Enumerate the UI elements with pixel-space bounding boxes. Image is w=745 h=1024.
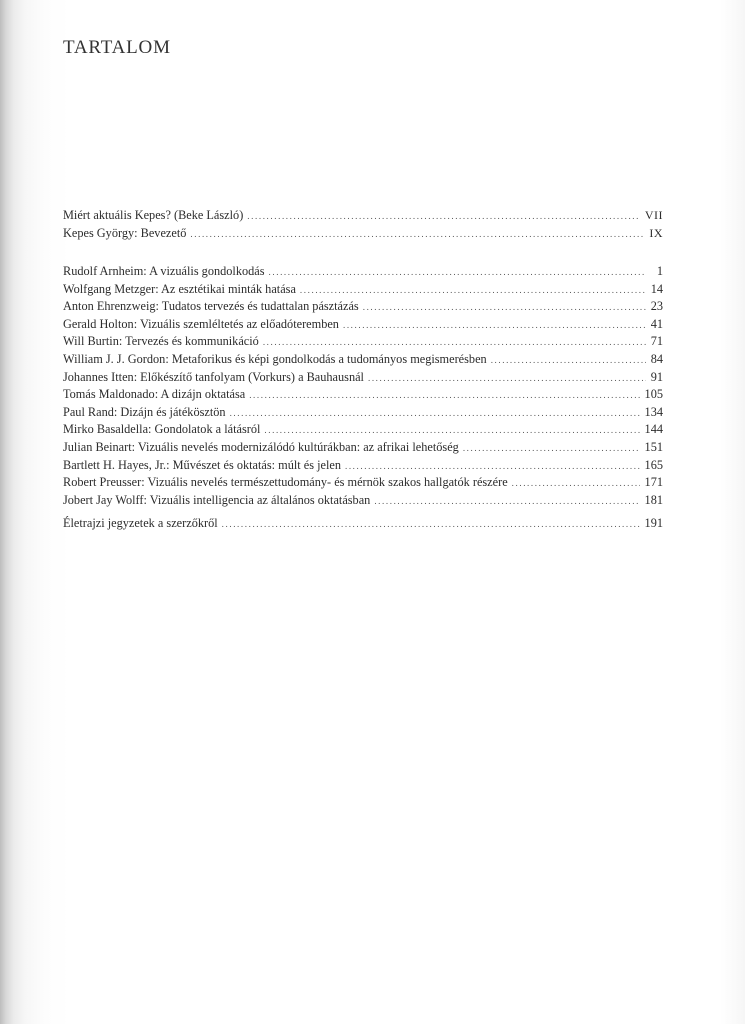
toc-front-matter bbox=[63, 207, 663, 242]
toc-entry-page: 84 bbox=[650, 351, 663, 366]
toc-entry-page: 14 bbox=[650, 281, 663, 296]
dot-leader bbox=[222, 516, 640, 534]
dot-leader bbox=[374, 493, 639, 511]
dot-leader bbox=[247, 208, 640, 226]
toc-entry-page: 171 bbox=[644, 475, 663, 490]
toc-entry-title: Paul Rand: Dizájn és játékösztön bbox=[63, 404, 226, 419]
toc-entry-page: VII bbox=[644, 208, 663, 222]
toc-entry-page: 191 bbox=[644, 516, 663, 530]
dot-leader bbox=[190, 226, 644, 244]
toc-entry bbox=[63, 474, 663, 492]
toc-entry bbox=[63, 515, 663, 533]
dot-leader bbox=[512, 475, 640, 493]
toc-entry-page: 105 bbox=[644, 387, 663, 402]
toc-entry-title: Mirko Basaldella: Gondolatok a látásról bbox=[63, 422, 261, 437]
dot-leader bbox=[264, 422, 639, 440]
toc-entry bbox=[63, 386, 663, 404]
toc-entry-title: Will Burtin: Tervezés és kommunikáció bbox=[63, 334, 259, 349]
toc-entry bbox=[63, 457, 663, 475]
dot-leader bbox=[463, 440, 640, 458]
dot-leader bbox=[249, 387, 639, 405]
toc-entry bbox=[63, 225, 663, 243]
toc-entry-title: William J. J. Gordon: Metaforikus és képi gondolkodás a tudományos megismerésben bbox=[63, 351, 487, 366]
toc-entry-title: Wolfgang Metzger: Az esztétikai minták hatása bbox=[63, 281, 296, 296]
toc-entry-page: 151 bbox=[644, 439, 663, 454]
toc-entry-page: 144 bbox=[644, 422, 663, 437]
toc-entry-page: 181 bbox=[644, 492, 663, 507]
toc-entry-title: Gerald Holton: Vizuális szemléltetés az előadóteremben bbox=[63, 316, 339, 331]
dot-leader bbox=[345, 458, 640, 476]
toc-entry-page: 71 bbox=[650, 334, 663, 349]
toc-entry bbox=[63, 207, 663, 225]
toc-entry bbox=[63, 421, 663, 439]
toc-entry-title: Bartlett H. Hayes, Jr.: Művészet és oktatás: múlt és jelen bbox=[63, 457, 341, 472]
dot-leader bbox=[263, 334, 646, 352]
toc-entry bbox=[63, 492, 663, 510]
dot-leader bbox=[491, 352, 646, 370]
dot-leader bbox=[230, 405, 640, 423]
toc-chapters bbox=[63, 263, 663, 509]
toc-entry-title: Kepes György: Bevezető bbox=[63, 225, 187, 240]
dot-leader bbox=[363, 299, 646, 317]
toc-entry-page: IX bbox=[649, 225, 663, 240]
toc-entry bbox=[63, 298, 663, 316]
toc-entry bbox=[63, 351, 663, 369]
page-title: TARTALOM bbox=[63, 37, 171, 58]
toc-entry-page: 1 bbox=[656, 264, 663, 278]
toc-entry-title: Jobert Jay Wolff: Vizuális intelligencia az általános oktatásban bbox=[63, 492, 371, 507]
toc-entry-title: Johannes Itten: Előkészítő tanfolyam (Vorkurs) a Bauhausnál bbox=[63, 369, 364, 384]
toc-entry-page: 23 bbox=[650, 299, 663, 314]
dot-leader bbox=[269, 264, 646, 282]
toc-entry bbox=[63, 369, 663, 387]
dot-leader bbox=[300, 282, 646, 300]
toc-entry bbox=[63, 439, 663, 457]
toc-entry-page: 91 bbox=[650, 369, 663, 384]
toc-entry bbox=[63, 316, 663, 334]
toc-back-matter bbox=[63, 515, 663, 533]
toc-entry-title: Tomás Maldonado: A dizájn oktatása bbox=[63, 387, 246, 402]
toc-entry bbox=[63, 404, 663, 422]
toc-entry-page: 41 bbox=[650, 316, 663, 331]
toc-entry-title: Julian Beinart: Vizuális nevelés modernizálódó kultúrákban: az afrikai lehetőség bbox=[63, 439, 459, 454]
toc-entry bbox=[63, 333, 663, 351]
dot-leader bbox=[343, 317, 646, 335]
toc-entry-page: 134 bbox=[644, 404, 663, 419]
toc-entry-title: Miért aktuális Kepes? (Beke László) bbox=[63, 208, 244, 222]
toc-entry bbox=[63, 281, 663, 299]
toc-entry bbox=[63, 263, 663, 281]
toc-entry-title: Rudolf Arnheim: A vizuális gondolkodás bbox=[63, 264, 265, 278]
toc-entry-title: Robert Preusser: Vizuális nevelés természettudomány- és mérnök szakos hallgatók részére bbox=[63, 475, 508, 490]
dot-leader bbox=[368, 370, 646, 388]
toc-entry-title: Életrajzi jegyzetek a szerzőkről bbox=[63, 516, 218, 530]
toc-entry-page: 165 bbox=[644, 457, 663, 472]
toc-entry-title: Anton Ehrenzweig: Tudatos tervezés és tudattalan pásztázás bbox=[63, 299, 359, 314]
